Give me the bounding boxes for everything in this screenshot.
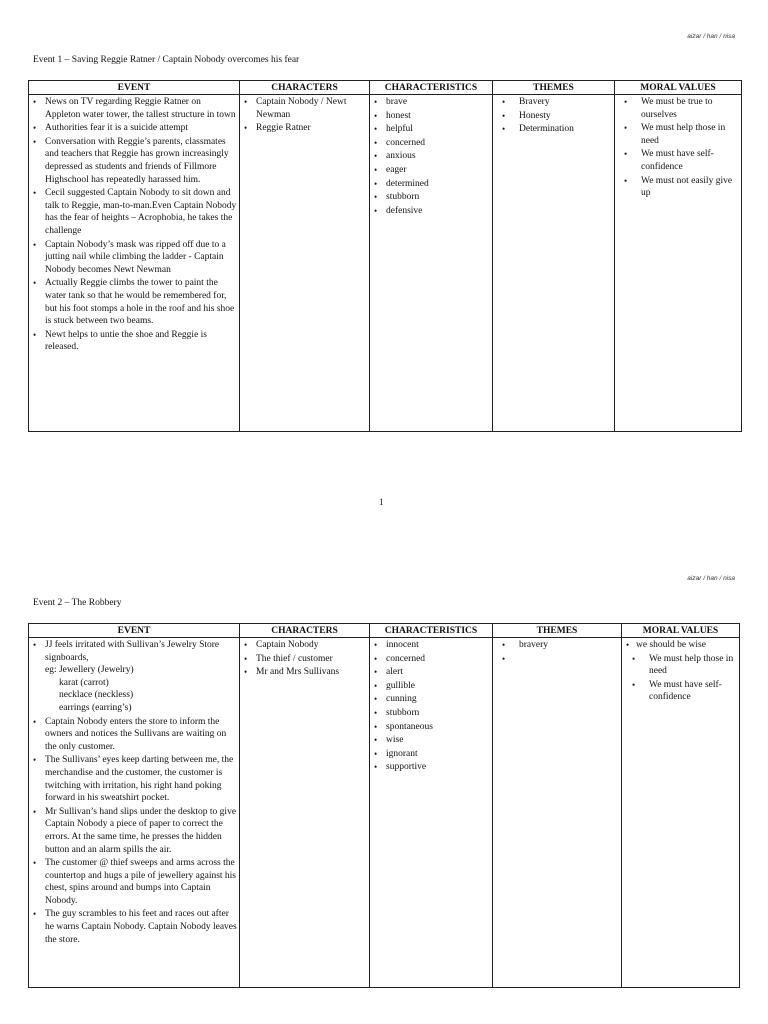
list-item: • defensive bbox=[370, 205, 490, 218]
list-item: • Actually Reggie climbs the tower to paint the water tank so that he would be remembered for, but his foot stomps a hole in the roof and his shoe is stuck between two beams. bbox=[29, 277, 237, 327]
list-item: • The thief / customer bbox=[240, 653, 367, 666]
list-item: • Conversation with Reggie’s parents, classmates and teachers that Reggie has grown increasingly depressed as students and friends of Fillmore Highschool has repeatedly harassed him. bbox=[29, 136, 237, 186]
themes-cell bbox=[493, 638, 622, 988]
characteristics-cell bbox=[370, 95, 493, 432]
list-item: • We must be true to ourselves bbox=[615, 96, 739, 121]
page-number: 1 bbox=[379, 497, 384, 507]
list-item: • supportive bbox=[370, 761, 490, 774]
characters-cell bbox=[240, 638, 370, 988]
column-header-characteristics: CHARACTERISTICS bbox=[370, 81, 493, 95]
list-item: • Newt helps to untie the shoe and Reggie is released. bbox=[29, 329, 237, 354]
column-header-themes: THEMES bbox=[493, 81, 615, 95]
list-item: • We must have self-confidence bbox=[622, 679, 737, 704]
moral-values-cell bbox=[622, 638, 740, 988]
list-item: • eager bbox=[370, 164, 490, 177]
page-header-1: aizar / han / nisa bbox=[687, 33, 735, 40]
list-item: • Determination bbox=[493, 123, 612, 136]
list-item: • We must help those in need bbox=[615, 122, 739, 147]
list-item: • stubborn bbox=[370, 191, 490, 204]
column-header-moral-values: MORAL VALUES bbox=[622, 624, 740, 638]
list-item: • cunning bbox=[370, 693, 490, 706]
column-header-characters: CHARACTERS bbox=[240, 81, 370, 95]
list-item: • The customer @ thief sweeps and arms across the countertop and hugs a pile of jewellery against his chest, spins around and bumps into Captain Nobody. bbox=[29, 857, 237, 907]
characters-cell bbox=[240, 95, 370, 432]
list-item: • gullible bbox=[370, 680, 490, 693]
list-item: • concerned bbox=[370, 137, 490, 150]
column-header-event: EVENT bbox=[29, 81, 240, 95]
list-item: • We must have self-confidence bbox=[615, 148, 739, 173]
list-item: • stubborn bbox=[370, 707, 490, 720]
list-item: • News on TV regarding Reggie Ratner on Appleton water tower, the tallest structure in town bbox=[29, 96, 237, 121]
list-item: • Mr and Mrs Sullivans bbox=[240, 666, 367, 679]
column-header-event: EVENT bbox=[29, 624, 240, 638]
list-item: • honest bbox=[370, 110, 490, 123]
list-item: • Mr Sullivan’s hand slips under the desktop to give Captain Nobody a piece of paper to correct the errors. At the same time, he presses the hidden button and an alarm spills the air. bbox=[29, 806, 237, 856]
column-header-moral-values: MORAL VALUES bbox=[615, 81, 742, 95]
column-header-characters: CHARACTERS bbox=[240, 624, 370, 638]
table-row bbox=[29, 95, 742, 432]
list-item: • Honesty bbox=[493, 110, 612, 123]
list-item: • brave bbox=[370, 96, 490, 109]
themes-cell bbox=[493, 95, 615, 432]
table-row bbox=[29, 638, 740, 988]
list-item: • bravery bbox=[493, 639, 619, 652]
list-item: • determined bbox=[370, 178, 490, 191]
example-line: karat (carrot) bbox=[59, 677, 109, 688]
page-header-2: aizar / han / nisa bbox=[687, 575, 735, 582]
column-header-characteristics: CHARACTERISTICS bbox=[370, 624, 493, 638]
event-cell bbox=[29, 638, 240, 988]
list-item: • ignorant bbox=[370, 748, 490, 761]
example-line: earrings (earring’s) bbox=[59, 702, 132, 713]
list-item: • Bravery bbox=[493, 96, 612, 109]
list-item: • The Sullivans’ eyes keep darting between me, the merchandise and the customer, the customer is twitching with irritation, his right hand poking forward in his sweatshirt pocket. bbox=[29, 754, 237, 804]
moral-values-cell bbox=[615, 95, 742, 432]
list-item: • Cecil suggested Captain Nobody to sit down and talk to Reggie, man-to-man.Even Captain Nobody has the fear of heights – Acrophobia, he takes the challenge bbox=[29, 187, 237, 237]
example-line: necklace (neckless) bbox=[59, 690, 134, 701]
event-1-title: Event 1 – Saving Reggie Ratner / Captain Nobody overcomes his fear bbox=[33, 55, 300, 65]
list-item: • Captain Nobody’s mask was ripped off due to a jutting nail while climbing the ladder - Captain Nobody becomes Newt Newman bbox=[29, 239, 237, 277]
list-item: • anxious bbox=[370, 150, 490, 163]
list-item: • we should be wise bbox=[622, 639, 737, 652]
characteristics-cell bbox=[370, 638, 493, 988]
list-item: • alert bbox=[370, 666, 490, 679]
list-item: • Captain Nobody / Newt Newman bbox=[240, 96, 367, 121]
event-intro: JJ feels irritated with Sullivan’s Jewelry Store signboards, bbox=[45, 640, 220, 663]
list-item: • helpful bbox=[370, 123, 490, 136]
table-header-row bbox=[29, 81, 742, 95]
event-cell bbox=[29, 95, 240, 432]
event-1-table bbox=[28, 80, 742, 432]
list-item: • Authorities fear it is a suicide attempt bbox=[29, 122, 237, 135]
list-item bbox=[493, 653, 619, 666]
list-item: • We must help those in need bbox=[622, 653, 737, 678]
list-item: • Captain Nobody bbox=[240, 639, 367, 652]
list-item bbox=[29, 639, 237, 715]
example-line: eg: Jewellery (Jewelry) bbox=[45, 665, 134, 676]
list-item: • wise bbox=[370, 734, 490, 747]
event-2-title: Event 2 – The Robbery bbox=[33, 598, 122, 608]
table-header-row bbox=[29, 624, 740, 638]
list-item: • concerned bbox=[370, 653, 490, 666]
list-item: • innocent bbox=[370, 639, 490, 652]
list-item: • spontaneous bbox=[370, 721, 490, 734]
event-2-table bbox=[28, 623, 740, 988]
list-item: • Captain Nobody enters the store to inform the owners and notices the Sullivans are waiting on the only customer. bbox=[29, 716, 237, 754]
list-item: • We must not easily give up bbox=[615, 175, 739, 200]
list-item: • Reggie Ratner bbox=[240, 122, 367, 135]
column-header-themes: THEMES bbox=[493, 624, 622, 638]
list-item: • The guy scrambles to his feet and races out after he warns Captain Nobody. Captain Nobody leaves the store. bbox=[29, 908, 237, 946]
